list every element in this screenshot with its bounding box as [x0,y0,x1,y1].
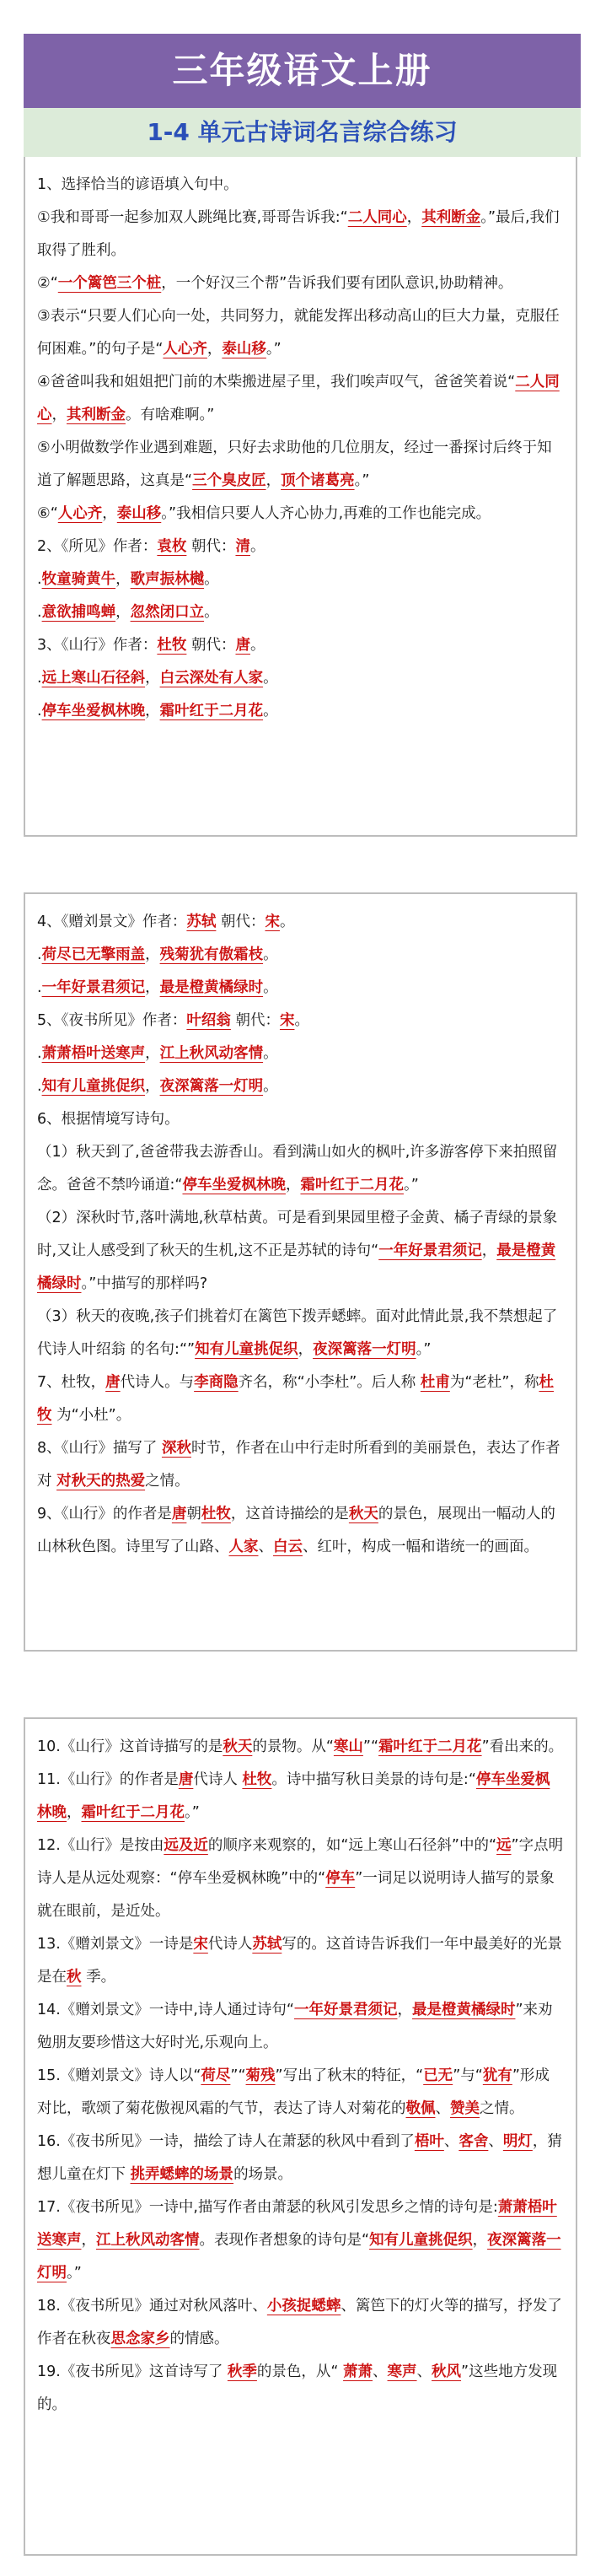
question-paragraph [37,695,564,728]
question-paragraph [37,169,564,202]
question-text: ， [81,2232,96,2249]
question-text: 之情。 [145,1473,190,1490]
question-paragraph [37,1928,564,1994]
question-text: . [37,670,42,687]
question-paragraph [37,629,564,662]
answer-text: 客舍 [459,2133,489,2150]
question-text: 。 [279,913,295,930]
answer-text: 三个臭皮匠 [192,472,266,489]
answer-text: 残菊犹有傲霜枝 [159,946,264,963]
answer-text: 宋 [279,1012,295,1029]
answer-text: 清 [235,538,250,555]
answer-text: 远上寒山石径斜 [41,670,146,687]
question-text: 11.《山行》的作者是 [37,1771,179,1788]
question-text: 。”最后,我们取得了胜利。 [37,209,560,259]
question-text: . [37,1078,42,1095]
question-text: 代诗人 [207,1936,253,1953]
question-text: ，一个好汉三个帮”告诉我们要有团队意识,协助精神。 [161,275,513,292]
answer-text: 霜叶红于二月花 [81,1804,185,1821]
question-text: ， [145,670,160,687]
question-text: 。诗中描写秋日美景的诗句是:“ [271,1771,476,1788]
answer-text: 敬佩 [405,2100,436,2117]
question-text: 12.《山行》是按由 [37,1837,164,1854]
question-text: 。” [265,341,282,358]
question-paragraph [37,1005,564,1037]
question-paragraph [37,1731,564,1764]
question-text: 、 [435,2100,450,2117]
answer-text: 一年好景君须记 [378,1242,482,1259]
answer-text: 唐 [235,637,250,654]
question-text: 。 [263,670,278,687]
answer-text: 荷尽已无擎雨盖 [41,946,146,963]
question-text: 朝代： [186,637,236,654]
question-text: ， [472,2232,488,2249]
answer-text: 萧萧 [343,2363,373,2380]
question-text: 朝 [186,1506,201,1522]
question-paragraph [37,2356,564,2422]
answer-text: 叶绍翁 [186,1012,231,1029]
question-text: ”“ [362,1738,379,1755]
answer-text: 杜牧 [201,1506,231,1522]
answer-text: 知有儿童挑促织 [369,2232,473,2249]
answer-text: 远及近 [164,1837,208,1854]
question-text: 。” [354,472,370,489]
question-text: 19.《夜书所见》这首诗写了 [37,2363,228,2380]
question-text: 的景色，展现出一幅动人的山林秋色图。诗里写了山路、 [37,1506,555,1555]
answer-text: 小孩捉蟋蟀 [266,2298,341,2315]
question-text: ， [145,1078,160,1095]
answer-text: 李商隐 [194,1374,239,1391]
question-text: 15.《赠刘景文》诗人以“ [37,2067,201,2084]
answer-text: 杜甫 [420,1374,450,1391]
question-text: ， [406,209,422,226]
answer-text: 歌声振林樾 [130,571,205,588]
question-text: ”来劝勉朋友要珍惜这大好时光,乐观向上。 [37,2002,553,2051]
question-paragraph [37,202,564,267]
answer-text: 江上秋风动客情 [159,1045,264,1062]
answer-text: 唐 [171,1506,187,1522]
question-paragraph [37,906,564,939]
question-text: ”字点明诗人是从远处观察：“停车坐爱枫林晚”中的“ [37,1837,564,1887]
answer-text: 意欲捕鸣蝉 [41,604,116,621]
page-title: 三年级语文上册 [24,34,581,108]
question-paragraph [37,1498,564,1564]
question-text: ， [145,1045,160,1062]
answer-text: 知有儿童挑促织 [195,1341,298,1358]
answer-text: 霜叶红于二月花 [378,1738,482,1755]
question-text: 14.《赠刘景文》一诗中,诗人通过诗句“ [37,2002,294,2018]
question-paragraph [37,662,564,695]
question-text: ”“ [230,2067,246,2084]
question-text: ， [298,1341,314,1358]
answer-text: 最是橙黄橘绿时 [37,1242,556,1292]
answer-text: 赞美 [450,2100,480,2117]
answer-text: 停车坐爱枫林晚 [182,1177,286,1194]
question-text: 9、《山行》的作者是 [37,1506,172,1522]
question-text: 18.《夜书所见》通过对秋风落叶、 [37,2298,267,2315]
question-text: . [37,604,42,621]
question-text: ， [481,1242,497,1259]
answer-text: 杜牧 [157,637,187,654]
question-text: 。” [67,2265,82,2282]
question-text: 13.《赠刘景文》一诗是 [37,1936,194,1953]
question-text: ④爸爸叫我和姐姐把门前的木柴搬进屋子里，我们唉声叹气，爸爸笑着说“ [37,374,516,391]
question-text: 、 [443,2133,459,2150]
exercise-panel-2 [24,892,577,1652]
answer-text: 其利断金 [421,209,481,226]
question-text: 写的。这首诗告诉我们一年中最美好的光景是在 [37,1936,562,1986]
question-text: 季。 [81,1969,116,1986]
answer-text: 停车坐爱枫林晚 [41,703,146,719]
answer-text: 人心齐 [57,505,103,522]
answer-text: 白云 [273,1539,303,1555]
question-paragraph [37,366,564,432]
question-text: ， [67,1804,82,1821]
question-paragraph [37,1070,564,1103]
question-text: 6、根据情境写诗句。 [37,1111,180,1128]
question-text: ①我和哥哥一起参加双人跳绳比赛,哥哥告诉我:“ [37,209,348,226]
question-text: ， [51,407,67,423]
answer-text: 知有儿童挑促织 [41,1078,146,1095]
answer-text: 犹有 [482,2067,512,2084]
answer-text: 唐 [178,1771,194,1788]
question-text: 7、杜牧， [37,1374,106,1391]
answer-text: 荷尽 [201,2067,231,2084]
question-text: 、 [258,1539,273,1555]
question-text: ， [115,571,131,588]
question-text: 16.《夜书所见》一诗，描绘了诗人在萧瑟的秋风中看到了 [37,2133,415,2150]
answer-text: 明灯 [502,2133,533,2150]
question-text: 。” [185,1804,200,1821]
question-text: . [37,703,42,719]
answer-text: 最是橙黄橘绿时 [411,2002,516,2018]
question-text: 。 [249,637,265,654]
question-text: 。 [294,1012,309,1029]
question-text: 。 [204,604,219,621]
question-text: ⑥“ [37,505,58,522]
question-paragraph [37,563,564,596]
question-text: 为“小杜”。 [51,1407,131,1424]
question-text: ，这首诗描绘的是 [230,1506,349,1522]
answer-text: 深秋 [161,1440,191,1457]
question-paragraph [37,1037,564,1070]
question-text: ， [265,472,282,489]
answer-text: 最是橙黄橘绿时 [159,979,264,996]
question-text: 8、《山行》描写了 [37,1440,162,1457]
question-text: （2）深秋时节,落叶满地,秋草枯黄。可是看到果园里橙子金黄、橘子青绿的景象时,又让人感受到了秋天的生机,这不正是苏轼的诗句“ [37,1210,558,1259]
question-text: 、 [416,2363,432,2380]
question-text: ， [102,505,117,522]
answer-text: 思念家乡 [110,2331,170,2347]
answer-text: 远 [496,1837,512,1854]
question-text: ⑤小明做数学作业遇到难题，只好去求助他的几位朋友，经过一番探讨后终于知道了解题思路，这真是“ [37,439,552,489]
answer-text: 杜牧 [37,1374,554,1424]
question-text: 。 [249,538,265,555]
question-text: 。 [263,703,278,719]
answer-text: 对秋天的热爱 [56,1473,146,1490]
question-text: 。有啥难啊。” [126,407,215,423]
answer-text: 苏轼 [252,1936,282,1953]
question-text: 代诗人。与 [120,1374,195,1391]
question-text: ， [206,341,223,358]
question-text: 。 [263,1045,278,1062]
question-paragraph [37,300,564,366]
question-text: 2、《所见》作者： [37,538,158,555]
question-text: 。 [204,571,219,588]
question-paragraph [37,531,564,563]
answer-text: 萧萧梧叶送寒声 [37,2199,557,2249]
answer-text: 秋 [67,1969,82,1986]
question-text: . [37,979,42,996]
question-text: 的景色，从“ [256,2363,344,2380]
question-text: . [37,571,42,588]
question-text: ， [145,946,160,963]
question-text: 5、《夜书所见》作者： [37,1012,187,1029]
question-paragraph [37,267,564,300]
question-text: 3、《山行》作者： [37,637,158,654]
answer-text: 挑弄蟋蟀的场景 [130,2166,234,2183]
answer-text: 夜深篱落一灯明 [37,2232,561,2282]
question-paragraph [37,1830,564,1928]
question-text: 17.《夜书所见》一诗中,描写作者由萧瑟的秋风引发思乡之情的诗句是: [37,2199,498,2216]
question-text: ③表示“只要人们心向一处，共同努力，就能发挥出移动高山的巨大力量，克服任何困难。”的句子是“ [37,308,560,358]
question-paragraph [37,596,564,629]
answer-text: 人心齐 [163,341,207,358]
question-text: 的顺序来观察的，如“远上寒山石径斜”中的“ [207,1837,497,1854]
question-text: ， [145,703,160,719]
answer-text: 二人同心 [37,374,560,423]
question-text: 齐名，称“小李杜”。后人称 [238,1374,421,1391]
question-paragraph [37,1994,564,2060]
answer-text: 一年好景君须记 [293,2002,398,2018]
answer-text: 寒声 [387,2363,417,2380]
question-text: 、红叶，构成一幅和谐统一的画面。 [303,1539,539,1555]
page-subtitle: 1-4 单元古诗词名言综合练习 [24,108,581,157]
answer-text: 梧叶 [414,2133,444,2150]
question-text: ”这些地方发现的。 [37,2363,558,2413]
question-text: 。 [263,1078,278,1095]
answer-text: 白云深处有人家 [159,670,264,687]
answer-text: 袁枚 [157,538,187,555]
answer-text: 泰山移 [116,505,162,522]
answer-text: 夜深篱落一灯明 [313,1341,416,1358]
question-paragraph [37,498,564,531]
answer-text: 苏轼 [186,913,217,930]
question-text: 的场景。 [233,2166,293,2183]
exercise-panel-3 [24,1717,577,2556]
answer-text: 江上秋风动客情 [96,2232,200,2249]
answer-text: 牧童骑黄牛 [41,571,116,588]
question-text: 代诗人 [193,1771,243,1788]
answer-text: 人家 [228,1539,259,1555]
question-paragraph [37,972,564,1005]
question-text: 4、《赠刘景文》作者： [37,913,187,930]
question-text: ， [285,1177,301,1194]
question-text: （1）秋天到了,爸爸带我去游香山。看到满山如火的枫叶,许多游客停下来拍照留念。爸爸不禁吟诵道:“ [37,1144,558,1194]
question-text: 为“老杜”，称 [449,1374,539,1391]
question-text: 1、选择恰当的谚语填入句中。 [37,176,239,193]
question-paragraph [37,1136,564,1202]
question-text: . [37,946,42,963]
question-text: ”写出了秋末的特征，“ [275,2067,424,2084]
question-text: ②“ [37,275,58,292]
question-text: ”与“ [453,2067,483,2084]
answer-text: 霜叶红于二月花 [159,703,264,719]
answer-text: 二人同心 [347,209,407,226]
answer-text: 杜牧 [242,1771,272,1788]
question-text: ”一词足以说明诗人描写的景象就在眼前，是近处。 [37,1870,555,1920]
answer-text: 霜叶红于二月花 [300,1177,404,1194]
answer-text: 秋天 [348,1506,378,1522]
answer-text: 菊残 [245,2067,276,2084]
answer-text: 停车 [325,1870,356,1887]
question-text: 时节，作者在山中行走时所看到的美丽景色，表达了作者对 [37,1440,560,1490]
answer-text: 萧萧梧叶送寒声 [41,1045,146,1062]
question-text: 朝代： [230,1012,280,1029]
question-paragraph [37,1764,564,1830]
answer-text: 已无 [423,2067,453,2084]
question-text: 、篱笆下的灯火等的描写，抒发了作者在秋夜 [37,2298,562,2347]
question-text: 。”我相信只要人人齐心协力,再难的工作也能完成。 [161,505,491,522]
answer-text: 泰山移 [222,341,266,358]
question-text: 朝代： [186,538,236,555]
question-text: 、 [488,2133,503,2150]
question-paragraph [37,2060,564,2126]
answer-text: 秋天 [223,1738,253,1755]
question-text: 。” [416,1341,432,1358]
question-paragraph [37,939,564,972]
question-text: ， [115,604,131,621]
question-text: 、 [373,2363,388,2380]
question-text: ， [397,2002,412,2018]
question-text: 10.《山行》这首诗描写的是 [37,1738,223,1755]
question-text: . [37,1045,42,1062]
question-text: 。 [263,979,278,996]
answer-text: 唐 [105,1374,121,1391]
question-text: 的情感。 [169,2331,229,2347]
answer-text: 忽然闭口立 [130,604,205,621]
question-paragraph [37,2290,564,2356]
question-paragraph [37,1432,564,1498]
question-text: 。”中描写的那样吗? [81,1275,208,1292]
answer-text: 其利断金 [67,407,126,423]
question-text: （3）秋天的夜晚,孩子们挑着灯在篱笆下拨弄蟋蟀。面对此情此景,我不禁想起了 代诗人叶绍翁 的名句:“” [37,1308,558,1358]
answer-text: 宋 [193,1936,208,1953]
question-text: 。表现作者想象的诗句是“ [199,2232,370,2249]
question-paragraph [37,2191,564,2290]
question-text: 朝代： [216,913,265,930]
question-paragraph [37,2126,564,2191]
question-paragraph [37,1103,564,1136]
question-paragraph [37,1366,564,1432]
answer-text: 一年好景君须记 [41,979,146,996]
question-text: 之情。 [480,2100,524,2117]
question-text: 的景物。从“ [252,1738,334,1755]
question-paragraph [37,1301,564,1366]
exercise-panel-1 [24,157,577,837]
answer-text: 宋 [265,913,280,930]
question-text: ， [145,979,160,996]
answer-text: 秋风 [432,2363,462,2380]
question-text: ”看出来的。 [481,1738,564,1755]
question-text: ，猜想儿童在灯下 [37,2133,562,2183]
question-text: 。” [403,1177,419,1194]
question-text: 。 [263,946,278,963]
question-text: ”形成对比，歌颂了菊花傲视风霜的气节，表达了诗人对菊花的 [37,2067,550,2117]
answer-text: 夜深篱落一灯明 [159,1078,264,1095]
answer-text: 停车坐爱枫林晚 [37,1771,550,1821]
answer-text: 一个篱笆三个桩 [57,275,162,292]
question-paragraph [37,432,564,498]
answer-text: 秋季 [227,2363,257,2380]
answer-text: 顶个诸葛亮 [281,472,355,489]
question-paragraph [37,1202,564,1301]
answer-text: 寒山 [333,1738,363,1755]
